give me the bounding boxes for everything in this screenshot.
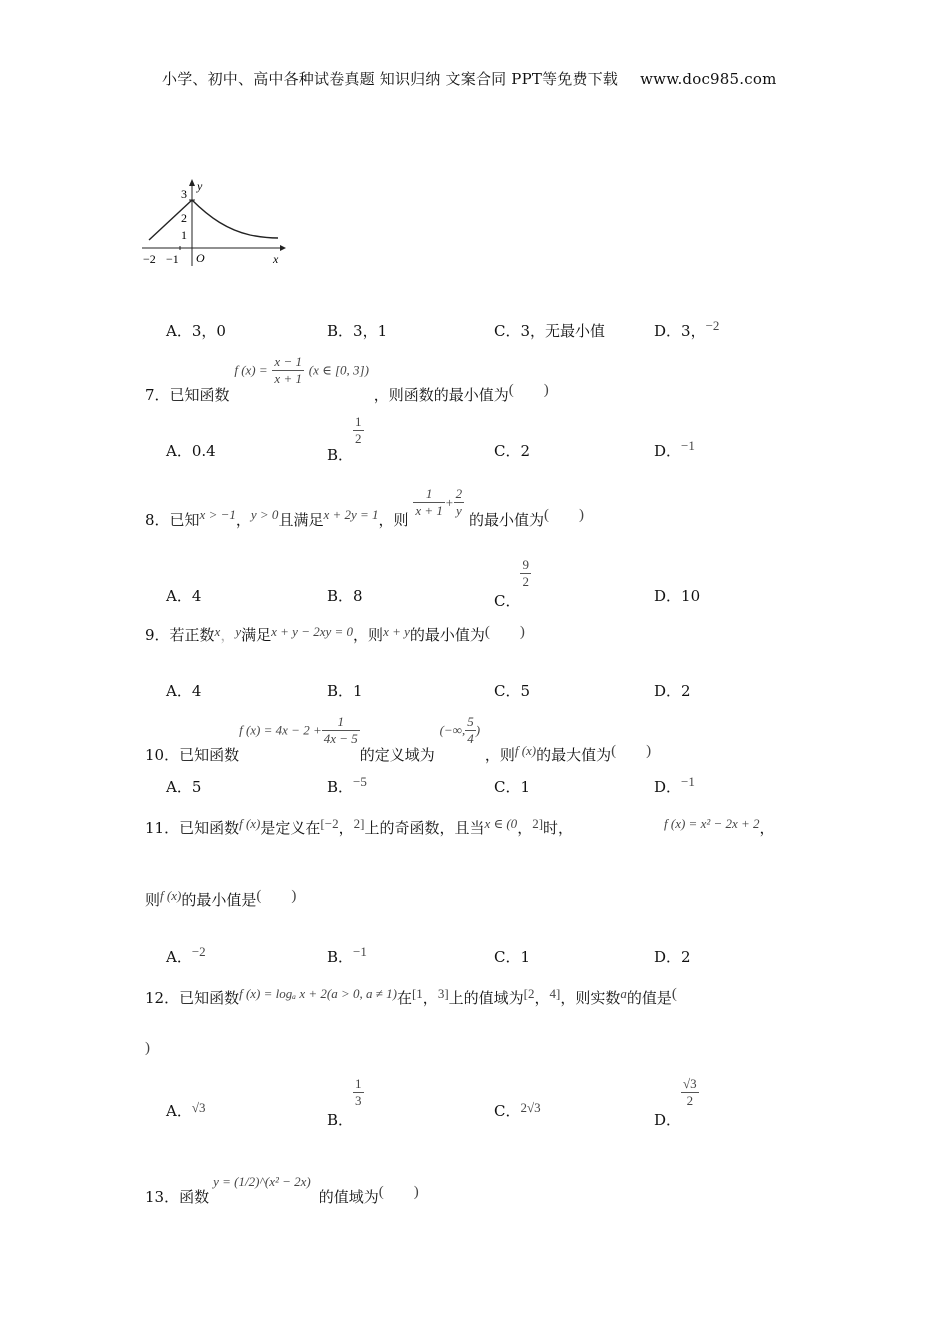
q11-option-b-label: B． (327, 948, 354, 966)
q10-option-b (327, 776, 367, 797)
q7-fraction (272, 354, 304, 387)
q6-option-d-math: −2 (705, 318, 720, 333)
q11-comma-2: ， (517, 819, 533, 837)
q12-option-d-frac (681, 1076, 699, 1109)
origin-label: O (196, 251, 205, 265)
q9-option-d: D．2 (654, 682, 691, 700)
q7-option-d (654, 440, 695, 461)
q10-f-frac (322, 714, 360, 747)
q11-option-c: C．1 (494, 948, 531, 966)
q8-option-a: A．4 (166, 587, 202, 605)
q10-option-a: A．5 (166, 778, 202, 796)
q10-dom-num: 5 (467, 714, 474, 729)
q11-fx: f (x) (239, 816, 261, 831)
q12-t3: ，则实数 (560, 989, 621, 1007)
q9-option-a: A．4 (166, 682, 202, 700)
q12-comma-2: ， (534, 989, 550, 1007)
question-12 (145, 982, 677, 1007)
q11-number: 11．已知函数 (145, 819, 240, 837)
question-8 (145, 478, 584, 529)
q11-t3: 时， (543, 819, 574, 837)
q7-f-num: x − 1 (274, 354, 302, 369)
q11-option-b (327, 946, 367, 967)
q8-e2-den: y (456, 503, 462, 518)
q12-option-d-den: 2 (686, 1093, 694, 1108)
q10-f-lhs: f (x) = 4x − 2 + (239, 722, 322, 738)
q7-option-b-num: 1 (355, 414, 362, 429)
q8-tail: 的最小值为 (468, 510, 544, 529)
q12-option-c (494, 1100, 541, 1121)
q12-option-a-math: √3 (191, 1100, 206, 1115)
q13-def: y = (1/2)^(x² − 2x) (213, 1174, 311, 1189)
q11-interval-right: 2] (353, 816, 365, 831)
q12-option-c-math: 2√3 (520, 1100, 541, 1115)
q10-tail: 的最大值为 (536, 745, 612, 764)
header-text: 小学、初中、高中各种试卷真题 知识归纳 文案合同 PPT等免费下载 (162, 70, 619, 88)
q8-number: 8．已知 (145, 510, 200, 529)
q12-option-d-num: √3 (683, 1076, 697, 1091)
q11-cond: x ∈ (0 (484, 816, 518, 831)
q12-var-a: a (620, 986, 627, 1001)
q8-sep: ， (235, 510, 251, 529)
question-7 (145, 354, 549, 404)
q10-mid: 的定义域为 (359, 745, 435, 764)
q11-definition (664, 812, 775, 837)
q7-domain: (x ∈ [0, 3]) (308, 362, 369, 378)
q6-option-c: C．3，无最小值 (494, 322, 606, 340)
q8-then: ，则 (378, 510, 409, 529)
q7-option-c: C．2 (494, 442, 531, 460)
q11-def-comma: ， (759, 819, 775, 837)
q12-range-right: 4] (549, 986, 561, 1001)
q8-e1-num: 1 (413, 486, 445, 503)
q8-mid: 且满足 (278, 510, 324, 529)
q8-option-c-label: C． (494, 591, 521, 610)
q11-option-a-math: −2 (191, 944, 206, 959)
q11-t2: 上的奇函数，且当 (364, 819, 485, 837)
q8-option-c-den: 2 (522, 574, 529, 589)
q8-option-b: B．8 (327, 587, 363, 605)
q11-comma-1: ， (338, 819, 354, 837)
q9-tail: 的最小值为 (409, 626, 485, 644)
q8-cond-3: x + 2y = 1 (323, 506, 379, 522)
q7-option-d-label: D． (654, 442, 682, 460)
q7-f-den: x + 1 (274, 371, 302, 386)
q13-paren: ( ) (378, 1184, 419, 1200)
q10-option-c: C．1 (494, 778, 531, 796)
q7-paren: ( ) (508, 381, 549, 398)
q12-comma-1: ， (422, 989, 438, 1007)
q12-option-d-label: D． (654, 1110, 682, 1129)
q9-sep: ， (220, 626, 236, 644)
q8-expr-frac-1 (413, 486, 445, 519)
q7-option-b-frac (353, 414, 364, 447)
q7-tail: ，则函数的最小值为 (373, 385, 509, 404)
q12-paren-close: ) (145, 1040, 150, 1056)
x-tick-neg2: −2 (143, 252, 156, 266)
y-axis-label: y (197, 179, 203, 193)
q7-option-b (327, 414, 364, 464)
q11-line2-fx: f (x) (160, 888, 182, 903)
q12-def: f (x) = logₐ x + 2(a > 0, a ≠ 1) (239, 986, 397, 1001)
q7-option-b-label: B． (327, 445, 354, 464)
q8-plus: + (444, 494, 454, 510)
q10-dom-den: 4 (467, 731, 474, 746)
q9-option-b: B．1 (327, 682, 363, 700)
q10-option-d-math: −1 (681, 774, 695, 789)
question-13 (145, 1170, 419, 1206)
q10-option-d-label: D． (654, 778, 682, 796)
y-tick-1: 1 (181, 228, 187, 242)
q11-option-d: D．2 (654, 948, 691, 966)
q10-option-d (654, 776, 695, 797)
q9-then: ，则 (353, 626, 384, 644)
q12-interval-right: 3] (437, 986, 449, 1001)
q10-then: ，则 (484, 745, 515, 764)
q8-option-d: D．10 (654, 587, 701, 605)
q7-option-a: A．0.4 (166, 442, 216, 460)
q11-line2-a: 则 (145, 891, 161, 909)
header-site: www.doc985.com (640, 70, 777, 88)
q10-dom-left: (−∞, (439, 722, 466, 738)
q12-option-b-label: B． (327, 1110, 354, 1129)
q12-paren-open: ( (671, 986, 677, 1002)
q12-interval-left: [1 (411, 986, 423, 1001)
q6-option-d (654, 320, 719, 341)
q8-paren: ( ) (543, 506, 584, 523)
q12-option-b-frac (353, 1076, 364, 1109)
q7-option-d-math: −1 (681, 438, 695, 453)
q10-f-den: 4x − 5 (323, 731, 358, 746)
q6-option-a: A．3，0 (166, 322, 226, 340)
q11-cond-right: 2] (532, 816, 544, 831)
q6-option-b: B．3，1 (327, 322, 388, 340)
q6-option-d-label: D．3， (654, 322, 706, 340)
q12-option-b-num: 1 (355, 1076, 362, 1091)
q7-option-b-den: 2 (355, 431, 362, 446)
q8-cond-2: y > 0 (250, 506, 279, 522)
q10-number: 10．已知函数 (145, 745, 240, 764)
q12-option-c-label: C． (494, 1102, 521, 1120)
q8-option-c-frac (520, 557, 531, 590)
q8-option-c (494, 557, 531, 610)
q11-option-a (166, 946, 206, 967)
q12-option-b-den: 3 (355, 1093, 362, 1108)
q9-mid: 满足 (241, 626, 272, 644)
x-tick-neg1: −1 (166, 252, 179, 266)
q13-number: 13．函数 (145, 1188, 210, 1206)
q10-f-num: 1 (322, 714, 360, 731)
q9-var-y: y (235, 624, 242, 639)
q7-f-lhs: f (x) = (234, 362, 268, 378)
q8-option-c-num: 9 (522, 557, 529, 572)
q12-t4: 的值是 (626, 989, 672, 1007)
q10-fx: f (x) (514, 742, 537, 758)
q9-var-x: x (214, 624, 221, 639)
q12-option-d (654, 1076, 699, 1129)
q10-dom-right: ) (475, 722, 481, 738)
q9-option-c: C．5 (494, 682, 531, 700)
q12-t2: 上的值域为 (448, 989, 524, 1007)
q9-paren: ( ) (484, 624, 525, 640)
q8-e1-den: x + 1 (415, 503, 443, 518)
x-axis-label: x (273, 252, 279, 266)
y-tick-2: 2 (181, 211, 187, 225)
page-header (162, 68, 777, 89)
q10-option-b-label: B． (327, 778, 354, 796)
y-tick-3: 3 (181, 187, 187, 201)
q12-option-a (166, 1100, 205, 1121)
question-10 (145, 714, 652, 764)
q11-t1: 是定义在 (260, 819, 321, 837)
function-graph (140, 178, 290, 270)
q12-range-left: [2 (523, 986, 535, 1001)
q11-paren: ( ) (256, 888, 297, 904)
q10-dom-frac (465, 714, 476, 747)
q13-tail: 的值域为 (318, 1188, 379, 1206)
q7-number: 7．已知函数 (145, 385, 230, 404)
q11-option-a-label: A． (166, 948, 192, 966)
q8-e2-num: 2 (455, 486, 463, 501)
q11-line2-b: 的最小值是 (181, 891, 257, 909)
q11-def: f (x) = x² − 2x + 2 (664, 816, 760, 831)
q11-line-2 (145, 884, 297, 909)
q12-option-b (327, 1076, 364, 1129)
question-11 (145, 812, 574, 837)
q11-interval-left: [−2 (320, 816, 339, 831)
question-9 (145, 620, 525, 644)
q11-option-b-math: −1 (353, 944, 367, 959)
q12-option-a-label: A． (166, 1102, 192, 1120)
q9-number: 9．若正数 (145, 626, 215, 644)
q9-expr: x + y (383, 624, 410, 639)
q9-cond: x + y − 2xy = 0 (271, 624, 354, 639)
q8-cond-1: x > −1 (199, 506, 236, 522)
q10-paren: ( ) (611, 742, 652, 759)
q10-option-b-math: −5 (353, 774, 367, 789)
q12-t1: 在 (396, 989, 412, 1007)
q12-number: 12．已知函数 (145, 989, 240, 1007)
q8-expr-frac-2 (454, 486, 465, 519)
